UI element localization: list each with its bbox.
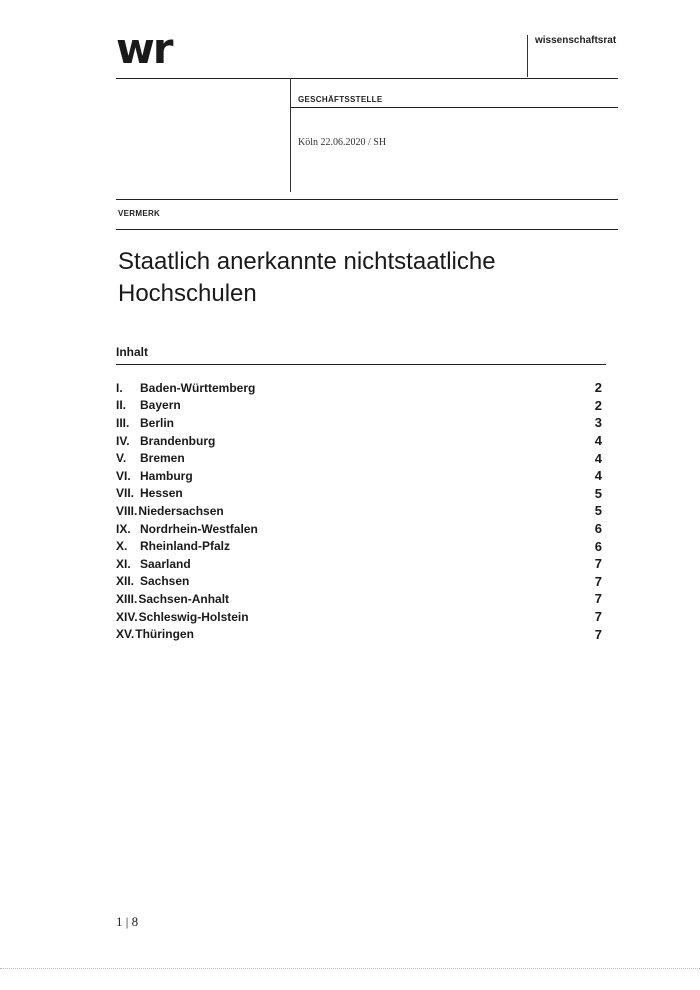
- toc-entry-page: 3: [594, 415, 602, 431]
- toc-entry-number: IV.: [116, 433, 130, 448]
- table-of-contents: [116, 379, 606, 643]
- toc-heading: Inhalt: [116, 345, 148, 359]
- toc-entry-name: Hamburg: [140, 468, 193, 483]
- brand-name: wissenschaftsrat: [535, 35, 617, 46]
- toc-entry[interactable]: [116, 625, 606, 643]
- toc-entry-name: Berlin: [140, 415, 175, 430]
- toc-entry[interactable]: [116, 414, 606, 432]
- toc-entry-number: XIV.: [116, 609, 138, 624]
- toc-entry-name: Sachsen: [140, 574, 190, 589]
- toc-entry[interactable]: [116, 432, 606, 450]
- toc-entry-page: 2: [594, 380, 602, 396]
- toc-entry[interactable]: [116, 590, 606, 608]
- toc-entry-page: 5: [594, 503, 602, 519]
- toc-entry-name: Thüringen: [135, 627, 194, 642]
- office-underline: [290, 107, 618, 108]
- toc-entry-page: 7: [594, 609, 602, 625]
- toc-entry-name: Bremen: [140, 451, 185, 466]
- toc-entry-number: XV.: [116, 627, 135, 642]
- toc-entry[interactable]: [116, 397, 606, 415]
- toc-entry-page: 6: [594, 521, 602, 537]
- toc-entry[interactable]: [116, 502, 606, 520]
- toc-entry-name: Nordrhein-Westfalen: [140, 521, 258, 536]
- toc-entry-number: XIII.: [116, 591, 138, 606]
- page-title: [118, 246, 496, 310]
- wr-logo: wr: [116, 24, 172, 73]
- toc-entry-number: IX.: [116, 521, 131, 536]
- brand-separator: [527, 35, 528, 77]
- toc-entry-page: 6: [594, 538, 602, 554]
- toc-entry-number: VII.: [116, 486, 135, 501]
- toc-entry[interactable]: [116, 520, 606, 538]
- toc-entry[interactable]: [116, 449, 606, 467]
- doc-type-label: VERMERK: [118, 209, 161, 218]
- toc-heading-rule: [116, 364, 606, 365]
- toc-entry[interactable]: [116, 467, 606, 485]
- toc-entry-page: 7: [594, 626, 602, 642]
- date-line: Köln 22.06.2020 / SH: [298, 137, 387, 148]
- toc-entry-name: Hessen: [140, 486, 183, 501]
- toc-entry-name: Saarland: [140, 556, 191, 571]
- title-line-2: Hochschulen: [118, 280, 257, 307]
- toc-entry-name: Sachsen-Anhalt: [138, 591, 230, 606]
- doc-type-underline: [116, 229, 618, 230]
- page-indicator: 1 | 8: [116, 914, 139, 929]
- scan-edge-line: [0, 968, 700, 969]
- toc-entry-page: 5: [594, 485, 602, 501]
- toc-entry-name: Baden-Württemberg: [140, 380, 256, 395]
- toc-entry-page: 4: [594, 433, 602, 449]
- toc-entry[interactable]: [116, 485, 606, 503]
- header-rule-top: [116, 78, 618, 79]
- toc-entry-number: VI.: [116, 468, 131, 483]
- toc-entry-name: Niedersachsen: [138, 503, 224, 518]
- toc-entry[interactable]: [116, 555, 606, 573]
- toc-entry-number: XI.: [116, 556, 131, 571]
- toc-entry[interactable]: [116, 608, 606, 626]
- toc-entry-name: Brandenburg: [140, 433, 216, 448]
- toc-entry-page: 7: [594, 591, 602, 607]
- toc-entry-number: X.: [116, 539, 128, 554]
- toc-entry-page: 7: [594, 573, 602, 589]
- toc-entry[interactable]: [116, 537, 606, 555]
- toc-entry-page: 4: [594, 468, 602, 484]
- toc-entry-number: I.: [116, 380, 123, 395]
- toc-entry-page: 4: [594, 450, 602, 466]
- toc-entry-number: XII.: [116, 574, 135, 589]
- toc-entry[interactable]: [116, 379, 606, 397]
- title-line-1: Staatlich anerkannte nichtstaatliche: [118, 248, 496, 275]
- toc-entry-name: Bayern: [140, 398, 181, 413]
- toc-entry-number: III.: [116, 415, 130, 430]
- toc-entry-number: II.: [116, 398, 127, 413]
- toc-entry-name: Schleswig-Holstein: [138, 609, 249, 624]
- toc-entry-page: 7: [594, 556, 602, 572]
- toc-entry-name: Rheinland-Pfalz: [140, 539, 231, 554]
- header-vertical-rule: [290, 78, 291, 192]
- toc-entry-number: VIII.: [116, 503, 138, 518]
- toc-entry-number: V.: [116, 451, 127, 466]
- office-label: GESCHÄFTSSTELLE: [298, 95, 383, 104]
- toc-entry-page: 2: [594, 397, 602, 413]
- toc-entry[interactable]: [116, 573, 606, 591]
- header-rule-bottom: [116, 199, 618, 200]
